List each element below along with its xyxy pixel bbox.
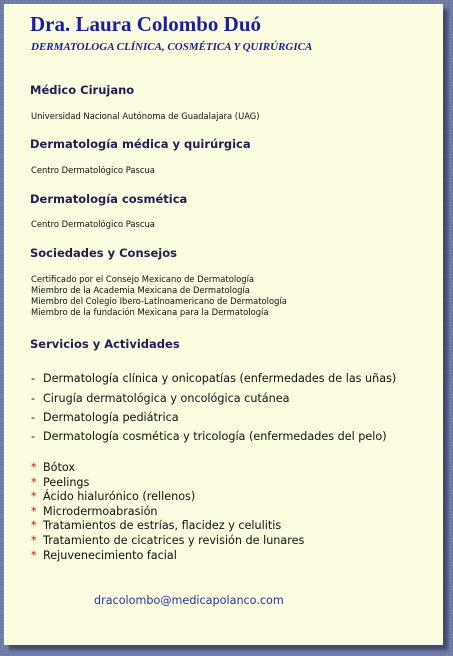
asterisk-bullet: * — [31, 504, 37, 518]
email-link[interactable]: dracolombo@medicapolanco.com — [94, 594, 284, 607]
service-item — [31, 392, 289, 405]
treatment-item — [31, 534, 304, 549]
asterisk-bullet: * — [31, 490, 37, 504]
specialty-subtitle: DERMATOLOGA CLÍNICA, COSMÉTICA Y QUIRÚRGICA — [31, 41, 313, 53]
treatment-label: Rejuvenecimiento facial — [43, 548, 177, 562]
service-item — [31, 372, 396, 385]
dash-bullet: - — [31, 392, 36, 405]
treatment-item — [31, 519, 304, 534]
service-label: Dermatología clínica y onicopatías (enfermedades de las uñas) — [43, 372, 397, 385]
society-line-3: Miembro del Colegio Ibero-Latinoamericano de Dermatología — [31, 296, 287, 306]
service-item — [31, 411, 179, 424]
center-line-2: Centro Dermatológico Pascua — [31, 219, 155, 229]
asterisk-bullet: * — [31, 548, 37, 562]
center-line-1: Centro Dermatológico Pascua — [31, 165, 155, 175]
heading-medico-cirujano: Médico Cirujano — [30, 83, 135, 97]
treatment-label: Tratamientos de estrías, flacidez y celulitis — [43, 519, 282, 533]
heading-dermatologia-cosmetica: Dermatología cosmética — [30, 192, 188, 206]
asterisk-bullet: * — [31, 533, 37, 547]
treatment-item — [31, 476, 304, 491]
society-line-1: Certificado por el Consejo Mexicano de Dermatología — [31, 274, 255, 284]
treatment-label: Ácido hialurónico (rellenos) — [43, 490, 196, 504]
treatment-label: Bótox — [43, 461, 76, 474]
treatment-item — [31, 549, 304, 564]
treatment-item — [31, 505, 304, 520]
service-label: Cirugía dermatológica y oncológica cutánea — [43, 392, 290, 405]
treatment-item — [31, 461, 304, 476]
heading-dermatologia-medica: Dermatología médica y quirúrgica — [30, 137, 251, 151]
society-line-4: Miembro de la fundación Mexicana para la Dermatología — [31, 307, 269, 317]
doctor-name: Dra. Laura Colombo Duó — [30, 12, 262, 36]
asterisk-bullet: * — [31, 475, 37, 489]
asterisk-bullet: * — [31, 519, 37, 533]
asterisk-bullet: * — [31, 461, 37, 474]
service-item — [31, 430, 387, 443]
university-line: Universidad Nacional Autónoma de Guadalajara (UAG) — [31, 111, 260, 121]
society-line-2: Miembro de la Academia Mexicana de Dermatología — [31, 285, 250, 295]
service-label: Dermatología cosmética y tricología (enfermedades del pelo) — [43, 430, 387, 443]
heading-servicios: Servicios y Actividades — [30, 337, 180, 351]
treatment-label: Peelings — [43, 475, 90, 489]
dash-bullet: - — [31, 372, 36, 385]
profile-card — [4, 4, 443, 645]
service-label: Dermatología pediátrica — [43, 411, 179, 424]
heading-sociedades: Sociedades y Consejos — [30, 246, 177, 260]
treatment-label: Tratamiento de cicatrices y revisión de lunares — [43, 533, 305, 547]
dash-bullet: - — [31, 411, 36, 424]
treatments-list — [31, 461, 304, 563]
dash-bullet: - — [31, 430, 36, 443]
treatment-label: Microdermoabrasión — [43, 504, 158, 518]
treatment-item — [31, 490, 304, 505]
